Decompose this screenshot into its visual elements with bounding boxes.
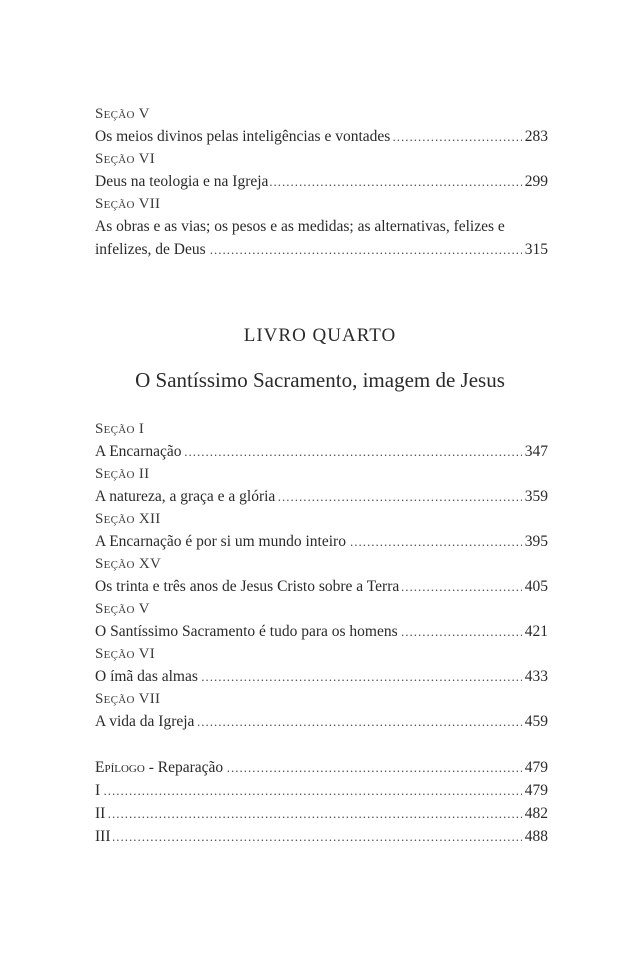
- section-label: Seção II: [95, 466, 150, 482]
- entry-title: A Encarnação: [95, 443, 182, 460]
- toc-entry: [95, 440, 548, 463]
- entry-page: 359: [522, 485, 548, 508]
- toc-entry: [95, 170, 548, 193]
- toc-entry: [95, 825, 548, 848]
- entry-page: 479: [522, 756, 548, 779]
- entry-title: II: [95, 805, 106, 822]
- entry-title: [95, 759, 225, 776]
- book-heading: LIVRO QUARTO: [243, 325, 397, 346]
- section-label: Seção VII: [95, 196, 161, 212]
- section-label: Seção I: [95, 421, 145, 437]
- toc-entry: [95, 779, 548, 802]
- section-label: Seção VI: [95, 646, 155, 662]
- section-label: Seção VI: [95, 151, 155, 167]
- entry-page: 299: [522, 170, 548, 193]
- entry-page: 488: [522, 825, 548, 848]
- entry-page: 433: [522, 665, 548, 688]
- toc-book-block: [95, 418, 548, 733]
- section-label: Seção XII: [95, 511, 161, 527]
- epilogue-label: Epílogo: [95, 759, 145, 776]
- entry-page: 405: [522, 575, 548, 598]
- entry-title: I: [95, 782, 101, 799]
- toc-top-block: [95, 103, 548, 261]
- toc-entry: [95, 710, 548, 733]
- toc-entry: [95, 530, 548, 553]
- entry-title: III: [95, 828, 111, 845]
- section-label: Seção V: [95, 601, 150, 617]
- toc-entry: [95, 802, 548, 825]
- entry-title: A vida da Igreja: [95, 713, 195, 730]
- entry-title: O Santíssimo Sacramento é tudo para os homens: [95, 623, 398, 640]
- entry-title-line1: As obras e as vias; os pesos e as medidas; as alternativas, felizes e: [95, 218, 505, 235]
- book-title: O Santíssimo Sacramento, imagem de Jesus: [135, 368, 505, 392]
- entry-title: A natureza, a graça e a glória: [95, 488, 276, 505]
- entry-page: 482: [522, 802, 548, 825]
- entry-page: 395: [522, 530, 548, 553]
- toc-entry: [95, 620, 548, 643]
- section-label: Seção VII: [95, 691, 161, 707]
- entry-page: 283: [522, 125, 548, 148]
- entry-page: 347: [522, 440, 548, 463]
- toc-entry: [95, 665, 548, 688]
- entry-title: O ímã das almas: [95, 668, 198, 685]
- epilogue-title: - Reparação: [144, 759, 224, 776]
- section-label: Seção V: [95, 106, 150, 122]
- toc-entry-epilogue: [95, 756, 548, 779]
- toc-epilogue-block: [95, 756, 548, 848]
- entry-page: 459: [522, 710, 548, 733]
- toc-entry: [95, 238, 548, 261]
- entry-title: Os meios divinos pelas inteligências e vontades: [95, 128, 391, 145]
- section-label: Seção XV: [95, 556, 162, 572]
- entry-title: Os trinta e três anos de Jesus Cristo sobre a Terra: [95, 578, 400, 595]
- entry-page: 479: [522, 779, 548, 802]
- entry-title: Deus na teologia e na Igreja: [95, 173, 269, 190]
- entry-page: 315: [522, 238, 548, 261]
- toc-entry: [95, 125, 548, 148]
- toc-entry: [95, 575, 548, 598]
- entry-title: A Encarnação é por si um mundo inteiro: [95, 533, 346, 550]
- entry-page: 421: [522, 620, 548, 643]
- toc-entry: [95, 485, 548, 508]
- entry-title-line2: infelizes, de Deus: [95, 241, 206, 258]
